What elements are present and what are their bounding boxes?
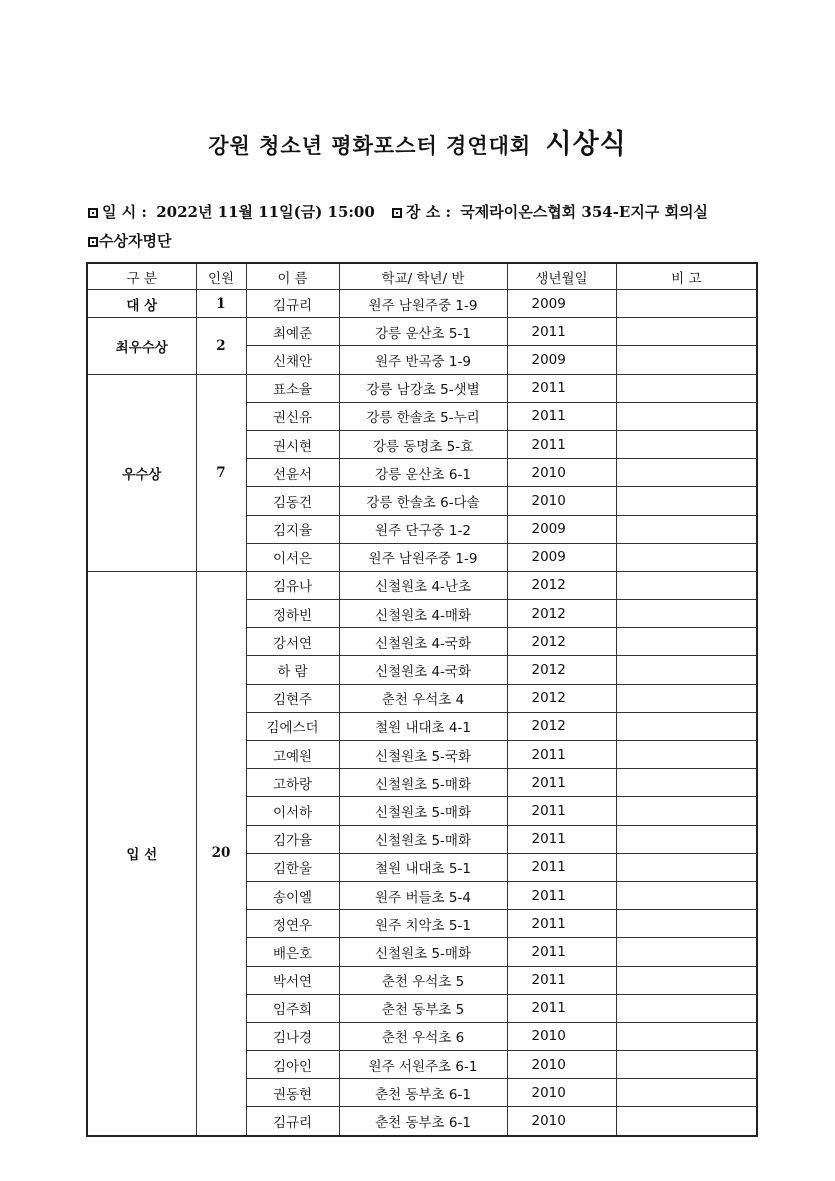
name-cell: 김아인 — [246, 1051, 339, 1079]
note-cell — [616, 628, 757, 656]
note-cell — [616, 571, 757, 599]
title-emphasis: 시상식 — [545, 129, 627, 160]
note-cell — [616, 459, 757, 487]
note-cell — [616, 797, 757, 825]
name-cell: 권신유 — [246, 402, 339, 430]
school-cell: 강릉 한솔초 5-누리 — [339, 402, 507, 430]
birth-cell: 2011 — [507, 769, 616, 797]
header-category: 구 분 — [87, 263, 196, 290]
note-cell — [616, 1051, 757, 1079]
date-label: 일 시 : — [102, 203, 147, 221]
header-birth: 생년월일 — [507, 263, 616, 290]
birth-cell: 2009 — [507, 346, 616, 374]
birth-cell: 2012 — [507, 712, 616, 740]
birth-cell: 2010 — [507, 487, 616, 515]
birth-cell: 2010 — [507, 1022, 616, 1050]
table-row — [87, 318, 757, 346]
name-cell: 신채안 — [246, 346, 339, 374]
name-cell: 김규리 — [246, 1107, 339, 1136]
name-cell: 이서은 — [246, 543, 339, 571]
note-cell — [616, 600, 757, 628]
table-body — [87, 290, 757, 1136]
school-cell: 강릉 운산초 5-1 — [339, 318, 507, 346]
name-cell: 김에스더 — [246, 712, 339, 740]
name-cell: 임주희 — [246, 994, 339, 1022]
birth-cell: 2009 — [507, 290, 616, 318]
table-row — [87, 374, 757, 402]
checkbox-square-icon — [88, 208, 98, 218]
note-cell — [616, 543, 757, 571]
school-cell: 원주 남원주중 1-9 — [339, 543, 507, 571]
name-cell: 고예원 — [246, 741, 339, 769]
place-value: 국제라이온스협회 354-E지구 회의실 — [460, 203, 709, 221]
note-cell — [616, 1022, 757, 1050]
note-cell — [616, 515, 757, 543]
school-cell: 춘천 동부초 5 — [339, 994, 507, 1022]
birth-cell: 2010 — [507, 459, 616, 487]
winners-table — [86, 262, 758, 1137]
name-cell: 정하빈 — [246, 600, 339, 628]
name-cell: 김규리 — [246, 290, 339, 318]
name-cell: 김지율 — [246, 515, 339, 543]
school-cell: 신철원초 5-매화 — [339, 797, 507, 825]
date-value: 2022년 11월 11일(금) 15:00 — [156, 203, 375, 221]
birth-cell: 2011 — [507, 966, 616, 994]
school-cell: 원주 단구중 1-2 — [339, 515, 507, 543]
title-main: 강원 청소년 평화포스터 경연대회 — [208, 134, 532, 158]
school-cell: 원주 남원주중 1-9 — [339, 290, 507, 318]
school-cell: 신철원초 5-국화 — [339, 741, 507, 769]
name-cell: 고하랑 — [246, 769, 339, 797]
birth-cell: 2010 — [507, 1079, 616, 1107]
note-cell — [616, 825, 757, 853]
note-cell — [616, 741, 757, 769]
birth-cell: 2011 — [507, 797, 616, 825]
name-cell: 이서하 — [246, 797, 339, 825]
birth-cell: 2011 — [507, 825, 616, 853]
category-cell: 대 상 — [87, 290, 196, 318]
checkbox-square-icon — [88, 237, 98, 247]
note-cell — [616, 712, 757, 740]
birth-cell: 2009 — [507, 543, 616, 571]
table-row — [87, 290, 757, 318]
school-cell: 신철원초 4-국화 — [339, 656, 507, 684]
school-cell: 강릉 동명초 5-효 — [339, 430, 507, 458]
event-info — [88, 201, 712, 222]
note-cell — [616, 656, 757, 684]
note-cell — [616, 966, 757, 994]
school-cell: 춘천 동부초 6-1 — [339, 1107, 507, 1136]
note-cell — [616, 402, 757, 430]
birth-cell: 2011 — [507, 881, 616, 909]
name-cell: 배은호 — [246, 938, 339, 966]
count-cell: 2 — [196, 318, 246, 374]
name-cell: 김가율 — [246, 825, 339, 853]
school-cell: 신철원초 5-매화 — [339, 769, 507, 797]
birth-cell: 2011 — [507, 430, 616, 458]
birth-cell: 2011 — [507, 910, 616, 938]
note-cell — [616, 853, 757, 881]
birth-cell: 2011 — [507, 741, 616, 769]
name-cell: 최예준 — [246, 318, 339, 346]
birth-cell: 2012 — [507, 600, 616, 628]
note-cell — [616, 769, 757, 797]
school-cell: 원주 반곡중 1-9 — [339, 346, 507, 374]
school-cell: 신철원초 5-매화 — [339, 825, 507, 853]
school-cell: 신철원초 5-매화 — [339, 938, 507, 966]
note-cell — [616, 881, 757, 909]
header-count: 인원 — [196, 263, 246, 290]
name-cell: 권동현 — [246, 1079, 339, 1107]
note-cell — [616, 938, 757, 966]
school-cell: 신철원초 4-매화 — [339, 600, 507, 628]
note-cell — [616, 487, 757, 515]
name-cell: 정연우 — [246, 910, 339, 938]
birth-cell: 2012 — [507, 628, 616, 656]
school-cell: 원주 서원주초 6-1 — [339, 1051, 507, 1079]
category-cell: 우수상 — [87, 374, 196, 571]
school-cell: 강릉 한솔초 6-다솔 — [339, 487, 507, 515]
category-cell: 입 선 — [87, 571, 196, 1135]
school-cell: 원주 치악초 5-1 — [339, 910, 507, 938]
note-cell — [616, 1107, 757, 1136]
school-cell: 춘천 우석초 5 — [339, 966, 507, 994]
school-cell: 신철원초 4-난초 — [339, 571, 507, 599]
name-cell: 김한울 — [246, 853, 339, 881]
name-cell: 박서연 — [246, 966, 339, 994]
school-cell: 원주 버들초 5-4 — [339, 881, 507, 909]
header-note: 비 고 — [616, 263, 757, 290]
birth-cell: 2011 — [507, 853, 616, 881]
name-cell: 권시현 — [246, 430, 339, 458]
note-cell — [616, 290, 757, 318]
category-cell: 최우수상 — [87, 318, 196, 374]
name-cell: 김동건 — [246, 487, 339, 515]
winners-heading-text: 수상자명단 — [99, 232, 172, 250]
name-cell: 선윤서 — [246, 459, 339, 487]
checkbox-square-icon — [392, 208, 402, 218]
table-header-row — [87, 263, 757, 290]
birth-cell: 2012 — [507, 571, 616, 599]
place-label: 장 소 : — [406, 203, 452, 221]
winners-heading — [88, 230, 171, 251]
note-cell — [616, 374, 757, 402]
school-cell: 춘천 우석초 4 — [339, 684, 507, 712]
name-cell: 하 람 — [246, 656, 339, 684]
name-cell: 김현주 — [246, 684, 339, 712]
page-title — [0, 122, 835, 161]
school-cell: 춘천 동부초 6-1 — [339, 1079, 507, 1107]
school-cell: 강릉 남강초 5-샛별 — [339, 374, 507, 402]
count-cell: 1 — [196, 290, 246, 318]
name-cell: 김유나 — [246, 571, 339, 599]
birth-cell: 2011 — [507, 318, 616, 346]
school-cell: 철원 내대초 5-1 — [339, 853, 507, 881]
note-cell — [616, 994, 757, 1022]
note-cell — [616, 318, 757, 346]
note-cell — [616, 684, 757, 712]
birth-cell: 2011 — [507, 938, 616, 966]
birth-cell: 2012 — [507, 684, 616, 712]
birth-cell: 2012 — [507, 656, 616, 684]
count-cell: 20 — [196, 571, 246, 1135]
header-name: 이 름 — [246, 263, 339, 290]
school-cell: 철원 내대초 4-1 — [339, 712, 507, 740]
note-cell — [616, 430, 757, 458]
count-cell: 7 — [196, 374, 246, 571]
school-cell: 강릉 운산초 6-1 — [339, 459, 507, 487]
birth-cell: 2011 — [507, 374, 616, 402]
birth-cell: 2011 — [507, 994, 616, 1022]
birth-cell: 2011 — [507, 402, 616, 430]
note-cell — [616, 346, 757, 374]
header-school: 학교/ 학년/ 반 — [339, 263, 507, 290]
school-cell: 신철원초 4-국화 — [339, 628, 507, 656]
birth-cell: 2010 — [507, 1107, 616, 1136]
table-row — [87, 571, 757, 599]
birth-cell: 2009 — [507, 515, 616, 543]
birth-cell: 2010 — [507, 1051, 616, 1079]
name-cell: 김나경 — [246, 1022, 339, 1050]
school-cell: 춘천 우석초 6 — [339, 1022, 507, 1050]
name-cell: 강서연 — [246, 628, 339, 656]
note-cell — [616, 910, 757, 938]
note-cell — [616, 1079, 757, 1107]
name-cell: 표소율 — [246, 374, 339, 402]
name-cell: 송이엘 — [246, 881, 339, 909]
